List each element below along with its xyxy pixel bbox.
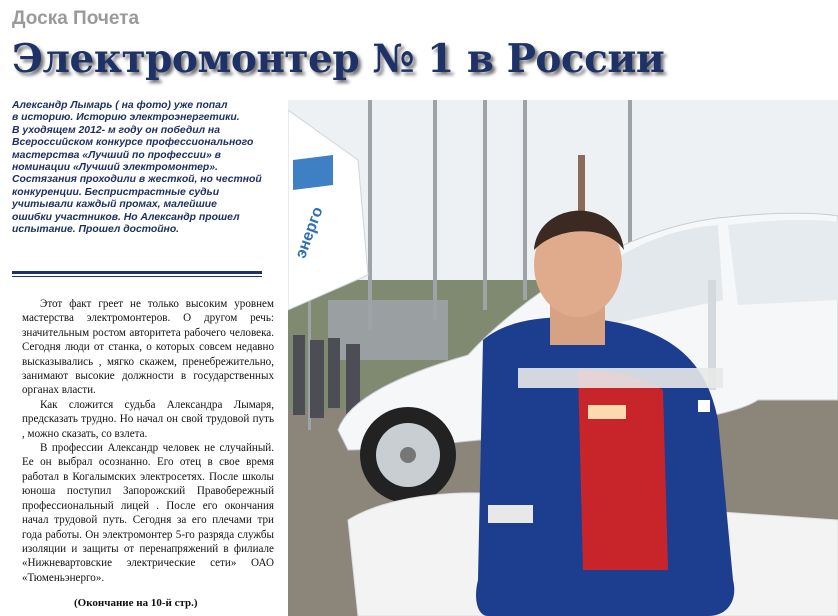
lead-line: конкуренции. Беспристрастные судьи bbox=[12, 186, 220, 198]
section-title: Доска Почета bbox=[12, 8, 140, 29]
lead-line: ошибки участников. Но Александр прошел bbox=[12, 211, 240, 223]
lead-line: Всероссийском конкурсе профессионального bbox=[12, 137, 254, 149]
article-paragraph: Этот факт греет не только высоким уровнем мастерства электромонтеров. О другом речь: значительным ростом авторитета рабочего человека. Сегодня люди от станка, о которых совсем недавно высказывались , мягко скажем, пренебрежительно, занимают высокие должности в государственных органах власти. bbox=[22, 298, 274, 397]
lead-line: Состязания проходили в жесткой, но честной bbox=[12, 174, 262, 186]
article-body bbox=[22, 297, 274, 585]
article-paragraph: Как сложится судьба Александра Лымаря, предсказать трудно. Но начал он свой трудовой путь , можно сказать, со взлета. bbox=[22, 398, 274, 440]
lead-line: учитывали каждый промах, малейшие bbox=[12, 199, 217, 211]
lead-line: в историю. Историю электроэнергетики. bbox=[12, 112, 240, 124]
lead-line: испытание. Прошел достойно. bbox=[12, 224, 180, 236]
headline: Электромонтер № 1 в России bbox=[12, 36, 665, 82]
photo-wheel bbox=[360, 407, 456, 503]
flag-text: энерго bbox=[292, 204, 327, 261]
lead-line: номинации «Лучший электромонтер». bbox=[12, 162, 218, 174]
divider-thick bbox=[12, 271, 262, 274]
continuation-note: (Окончание на 10-й стр.) bbox=[74, 597, 198, 609]
lead-line: В уходящем 2012- м году он победил на bbox=[12, 124, 220, 136]
lead-line: мастерства «Лучший по профессии» в bbox=[12, 149, 221, 161]
lead-line: Александр Лымарь ( на фото) уже попал bbox=[12, 100, 228, 111]
lead-paragraph bbox=[12, 100, 280, 236]
divider-thin bbox=[12, 276, 262, 277]
article-photo bbox=[288, 100, 838, 616]
article-paragraph: В профессии Александр человек не случайный. Ее он выбрал осознанно. Его отец в свое время работал в Когалымских электросетях. После школы юноша поступил Запорожский Правобережный профессиональный лицей . После его окончания начал трудовой путь. Сегодня за его плечами три года работы. Он электромонтер 5-го разряда службы изоляции и защиты от перенапряжений в филиале «Нижневартовские электрические сети» ОАО «Тюменьэнерго». bbox=[22, 442, 274, 584]
